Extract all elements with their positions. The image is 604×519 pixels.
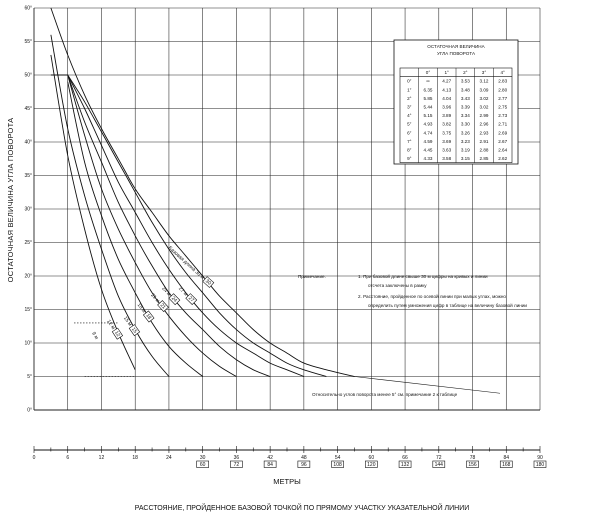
note-2-line-1: 2. Расстояние, пройденное по осевой линии при малых углах, можно — [358, 294, 506, 299]
table-cell: 2.77 — [498, 95, 508, 101]
table-cell: 3.19 — [460, 147, 470, 153]
table-cell: 2.73 — [498, 113, 508, 119]
notes-block — [298, 273, 527, 397]
table-cell: 3.63 — [442, 147, 452, 153]
y-tick-label: 45° — [24, 106, 32, 112]
y-tick-label: 0° — [27, 407, 32, 414]
table-title-line-1: ОСТАТОЧНАЯ ВЕЛИЧИНА — [427, 44, 485, 49]
table-row-label: 7° — [407, 138, 412, 144]
table-cell: 3.89 — [442, 113, 452, 119]
x-tick-label: 60 — [368, 455, 375, 461]
table-cell: 2.93 — [479, 130, 489, 136]
curve-label-box: 24 — [169, 295, 179, 304]
table-row-label: 0° — [407, 78, 412, 84]
x-tick-label: 36 — [233, 455, 240, 461]
table-cell: 2.67 — [498, 138, 508, 144]
table-column-header: 2° — [463, 70, 468, 76]
table-column-header: 4° — [500, 70, 505, 76]
x-tick-label: 54 — [334, 455, 341, 461]
y-tick-label: 55° — [24, 39, 32, 45]
table-cell: 5.85 — [423, 95, 433, 101]
table-row-label: 1° — [407, 87, 412, 93]
table-cell: 5.44 — [423, 104, 433, 110]
chart-caption: РАССТОЯНИЕ, ПРОЙДЕННОЕ БАЗОВОЙ ТОЧКОЙ ПО ПРЯМОМУ УЧАСТКУ УКАЗАТЕЛЬНОЙ ЛИНИИ — [134, 505, 470, 512]
table-row-label: 2° — [407, 95, 412, 101]
table-cell: 3.02 — [479, 95, 489, 101]
table-cell: 4.13 — [442, 87, 452, 93]
table-cell: 2.88 — [479, 147, 489, 153]
note-leader-line — [354, 377, 500, 394]
x-tick-label: 78 — [469, 455, 476, 461]
curve-series-0 — [51, 55, 135, 370]
table-cell: ∞ — [426, 78, 430, 84]
curve-series-5 — [68, 75, 304, 377]
x-tick-label: 48 — [301, 455, 307, 461]
x-boxed-tick-label: 120 — [367, 462, 376, 468]
y-tick-label: 60° — [24, 5, 32, 12]
curve-label-box: 21 — [158, 302, 167, 311]
x-tick-label: 66 — [402, 455, 408, 461]
table-cell: 2.96 — [479, 121, 489, 127]
table-cell: 5.15 — [423, 113, 433, 119]
table-cell: 6.35 — [423, 87, 433, 93]
table-cell: 2.85 — [479, 156, 489, 162]
y-tick-label: 5° — [27, 374, 32, 380]
x-tick-label: 30 — [199, 455, 206, 461]
table-cell: 3.34 — [460, 113, 470, 119]
table-cell: 2.64 — [498, 147, 508, 153]
table-cell: 3.75 — [442, 130, 452, 136]
curve-label: 18 м — [135, 302, 147, 315]
x-boxed-tick-label: 84 — [267, 462, 273, 468]
x-tick-label: 24 — [166, 455, 172, 461]
curve-label-box: 30 — [203, 278, 213, 287]
x-tick-label: 90 — [537, 455, 543, 461]
table-cell: 4.59 — [423, 138, 433, 144]
curve-label: 15 м — [121, 315, 133, 328]
x-boxed-tick-label: 96 — [301, 462, 307, 468]
x-tick-label: 72 — [436, 455, 442, 461]
curve-label-box: 27 — [186, 295, 196, 304]
x-boxed-tick-label: 144 — [434, 462, 443, 468]
table-cell: 4.33 — [423, 156, 433, 162]
table-cell: 3.48 — [460, 87, 470, 93]
residual-angle-table — [394, 40, 518, 164]
table-title-line-2: УГЛА ПОВОРОТА — [436, 51, 476, 56]
x-axis-label: МЕТРЫ — [273, 477, 301, 486]
x-boxed-tick-label: 156 — [468, 462, 477, 468]
x-tick-label: 0 — [32, 455, 36, 461]
curve-label: 27 м — [177, 285, 189, 298]
table-row-label: 3° — [407, 104, 412, 110]
note-1-line-1: 1. При базовой длине свыше 30 м цифры на кривых и линии — [358, 274, 488, 279]
curve-label-box: 18 — [144, 312, 153, 321]
table-cell: 3.43 — [460, 95, 470, 101]
y-axis-ticks — [24, 6, 32, 414]
curve-label: 9 м — [90, 331, 100, 341]
curve-series-6 — [68, 75, 327, 377]
curve-label: 21 м — [149, 292, 161, 305]
table-cell: 4.04 — [442, 95, 452, 101]
table-column-header: 3° — [481, 70, 487, 76]
table-cell: 3.96 — [442, 104, 452, 110]
note-bottom: Относительно углов поворота менее 5° см. примечание 2 к таблице — [312, 392, 458, 397]
y-tick-label: 20° — [24, 273, 32, 280]
x-boxed-tick-label: 72 — [233, 462, 240, 468]
table-cell: 3.15 — [460, 156, 470, 162]
table-cell: 2.75 — [498, 104, 508, 110]
x-tick-label: 6 — [66, 455, 70, 461]
x-tick-label: 84 — [503, 455, 510, 461]
curve-label: 12 м — [105, 318, 117, 331]
table-row-label: 9° — [407, 156, 412, 162]
x-tick-label: 12 — [98, 455, 105, 461]
table-cell: 3.09 — [479, 87, 489, 93]
table-cell: 2.91 — [479, 138, 489, 144]
table-row-label: 4° — [407, 113, 412, 119]
table-cell: 3.23 — [460, 138, 470, 144]
note-header: Примечание. — [298, 274, 326, 279]
y-tick-label: 10° — [24, 340, 32, 347]
table-cell: 3.30 — [460, 121, 470, 127]
x-boxed-tick-label: 60 — [199, 462, 206, 468]
y-tick-label: 30° — [24, 206, 32, 213]
curve-label-box: 15 — [130, 326, 139, 335]
x-boxed-tick-label: 132 — [400, 462, 410, 468]
table-cell: 3.53 — [460, 78, 470, 84]
table-cell: 2.83 — [498, 78, 508, 84]
table-cell: 2.99 — [479, 113, 489, 119]
y-tick-label: 25° — [24, 240, 32, 246]
y-tick-label: 35° — [24, 173, 32, 179]
table-row-label: 8° — [407, 147, 412, 153]
table-cell: 4.45 — [423, 147, 433, 153]
curve-series-3 — [68, 75, 237, 377]
table-cell: 3.26 — [460, 130, 470, 136]
table-cell: 2.80 — [498, 87, 508, 93]
curve-label: Базовая длина 30 м — [166, 245, 206, 281]
x-tick-label: 42 — [267, 455, 273, 461]
table-cell: 2.69 — [498, 130, 508, 136]
table-cell: 3.69 — [442, 138, 452, 144]
table-cell: 2.62 — [498, 156, 508, 162]
table-column-header: 1° — [444, 70, 449, 76]
table-cell: 3.58 — [442, 156, 452, 162]
y-axis-label: ОСТАТОЧНАЯ ВЕЛИЧИНА УГЛА ПОВОРОТА — [6, 117, 15, 283]
table-cell: 4.27 — [442, 78, 452, 84]
x-axis-ticks — [33, 446, 546, 468]
table-row-label: 5° — [407, 121, 412, 127]
y-tick-label: 50° — [24, 72, 32, 79]
y-tick-label: 40° — [24, 139, 32, 146]
table-column-header: 0° — [425, 70, 431, 76]
note-2-line-2: определить путем умножения цифр в таблице на величину базовой линии — [368, 303, 527, 308]
curve-label-box: 12 — [113, 329, 122, 338]
x-tick-label: 18 — [132, 455, 138, 461]
table-cell: 4.74 — [423, 130, 433, 136]
x-boxed-tick-label: 180 — [535, 462, 545, 468]
table-cell: 3.02 — [479, 104, 489, 110]
table-cell: 4.93 — [423, 121, 433, 127]
table-cell: 3.39 — [460, 104, 470, 110]
y-tick-label: 15° — [24, 307, 32, 313]
note-1-line-2: отсчета заключены в рамку — [368, 283, 427, 288]
table-cell: 2.71 — [498, 121, 508, 127]
curve-label: 24 м — [160, 285, 172, 298]
curve-labels — [90, 245, 214, 341]
table-cell: 3.82 — [442, 121, 452, 127]
x-boxed-tick-label: 108 — [333, 462, 342, 468]
x-boxed-tick-label: 168 — [502, 462, 511, 468]
table-row-label: 6° — [407, 130, 412, 136]
table-cell: 3.12 — [479, 78, 489, 84]
